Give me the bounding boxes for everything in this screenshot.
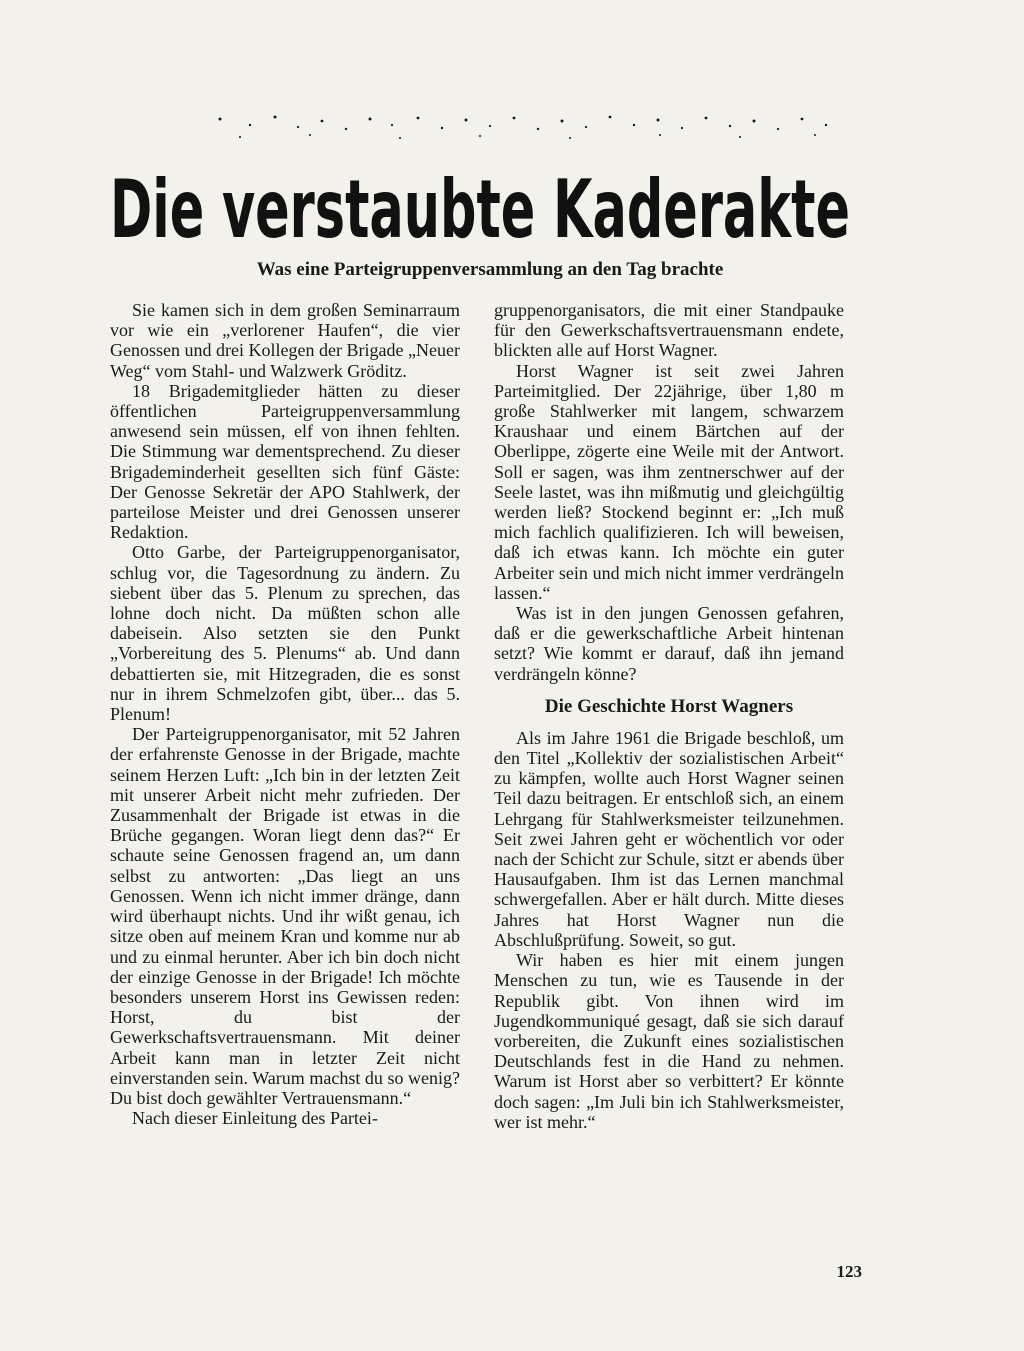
paragraph: Horst Wagner ist seit zwei Jahren Parteimitglied. Der 22jährige, über 1,80 m große Stahlwerker mit langem, schwarzem Kraushaar und einem Bärtchen auf der Oberlippe, zögerte eine Weile mit der Antwort. Soll er sagen, was ihm zentnerschwer auf der Seele lastet, was ihn mißmutig und gleichgültig werden ließ? Stockend beginnt er: „Ich muß mich fachlich qualifizieren. Ich will beweisen, daß ich etwas kann. Ich möchte ein guter Arbeiter sein und mich nicht immer verdrängeln lassen.“ xyxy=(494,360,844,603)
headline-title: Die verstaubte Kaderakte xyxy=(110,163,850,255)
page-number: 123 xyxy=(836,1262,862,1281)
paragraph: Wir haben es hier mit einem jungen Menschen zu tun, wie es Tausende in der Republik gibt. Von ihnen wird im Jugendkommuniqué gesagt, daß sie sich darauf vorbereiten, die Zukunft eines sozialistischen Deutschlands fest in die Hand zu nehmen. Warum ist Horst aber so verbittert? Er könnte doch sagen: „Im Juli bin ich Stahlwerksmeister, wer ist mehr.“ xyxy=(494,950,844,1132)
paragraph: 18 Brigademitglieder hätten zu dieser öffentlichen Parteigruppenversammlung anwesend sein müssen, elf von ihnen fehlten. Die Stimmung war dementsprechend. Zu dieser Brigademinderheit gesellten sich fünf Gäste: Der Genosse Sekretär der APO Stahlwerk, der parteilose Meister und drei Genossen unserer Redaktion. xyxy=(110,380,460,543)
article-subtitle: Was eine Parteigruppenversammlung an den Tag brachte xyxy=(256,259,724,280)
paragraph: Als im Jahre 1961 die Brigade beschloß, um den Titel „Kollektiv der sozialistischen Arbeit“ zu kämpfen, wollte auch Horst Wagner seinen Teil dazu beitragen. Er entschloß sich, an einem Lehrgang für Stahlwerksmeister teilzunehmen. Seit zwei Jahren geht er wöchentlich vor oder nach der Schicht zur Schule, sitzt er abends über Hausaufgaben. Ihm ist das Lernen manchmal schwergefallen. Aber er hält durch. Mitte dieses Jahres hat Horst Wagner nun die Abschlußprüfung. Soweit, so gut. xyxy=(494,727,844,950)
paragraph: Der Parteigruppenorganisator, mit 52 Jahren der erfahrenste Genosse in der Brigade, machte seinem Herzen Luft: „Ich bin in der letzten Zeit mit unserer Arbeit nicht mehr zufrieden. Der Zusammenhalt der Brigade ist etwas in die Brüche gegangen. Woran liegt denn das?“ Er schaute seine Genossen fragend an, um dann selbst zu antworten: „Das liegt an uns Genossen. Wenn ich nicht immer dränge, dann wird überhaupt nichts. Und ihr wißt genau, ich sitze oben auf meinem Kran und komme nur ab und zu einmal herunter. Aber ich bin doch nicht der einzige Genosse in der Brigade! Ich möchte besonders unserem Horst ins Gewissen reden: Horst, du bist der Gewerkschaftsvertrauensmann. Mit deiner Arbeit kann man in letzter Zeit nicht einverstanden sein. Warum machst du so wenig? Du bist doch gewählter Vertrauensmann.“ xyxy=(110,724,460,1108)
left-column xyxy=(110,300,460,1250)
paragraph: Was ist in den jungen Genossen gefahren, daß er die gewerkschaftliche Arbeit hintenan setzt? Wie kommt er darauf, daß ihn jemand verdrängeln könne? xyxy=(494,603,844,684)
paragraph: Otto Garbe, der Parteigruppenorganisator, schlug vor, die Tagesordnung zu ändern. Zu siebent über das 5. Plenum zu sprechen, das lohne doch nicht. Da müßten schon alle dabeisein. Also setzten sie den Punkt „Vorbereitung des 5. Plenums“ ab. Und dann debattierten sie, mit Hitzegraden, die es sonst nur in ihrem Schmelzofen gibt, über... das 5. Plenum! xyxy=(110,542,460,725)
headline-dust-dots xyxy=(219,116,828,140)
paragraph: gruppenorganisators, die mit einer Standpauke für den Gewerkschaftsvertrauensmann endete, blickten alle auf Horst Wagner. xyxy=(494,300,844,361)
headline-svg xyxy=(100,105,860,255)
headline-graphic xyxy=(100,105,860,255)
paragraph: Nach dieser Einleitung des Partei- xyxy=(132,1108,378,1129)
paragraph: Sie kamen sich in dem großen Seminarraum vor wie ein „verlorener Haufen“, die vier Genossen und drei Kollegen der Brigade „Neuer Weg“ vom Stahl- und Walzwerk Gröditz. xyxy=(110,300,460,381)
right-column xyxy=(494,300,844,1250)
section-heading: Die Geschichte Horst Wagners xyxy=(544,695,794,717)
